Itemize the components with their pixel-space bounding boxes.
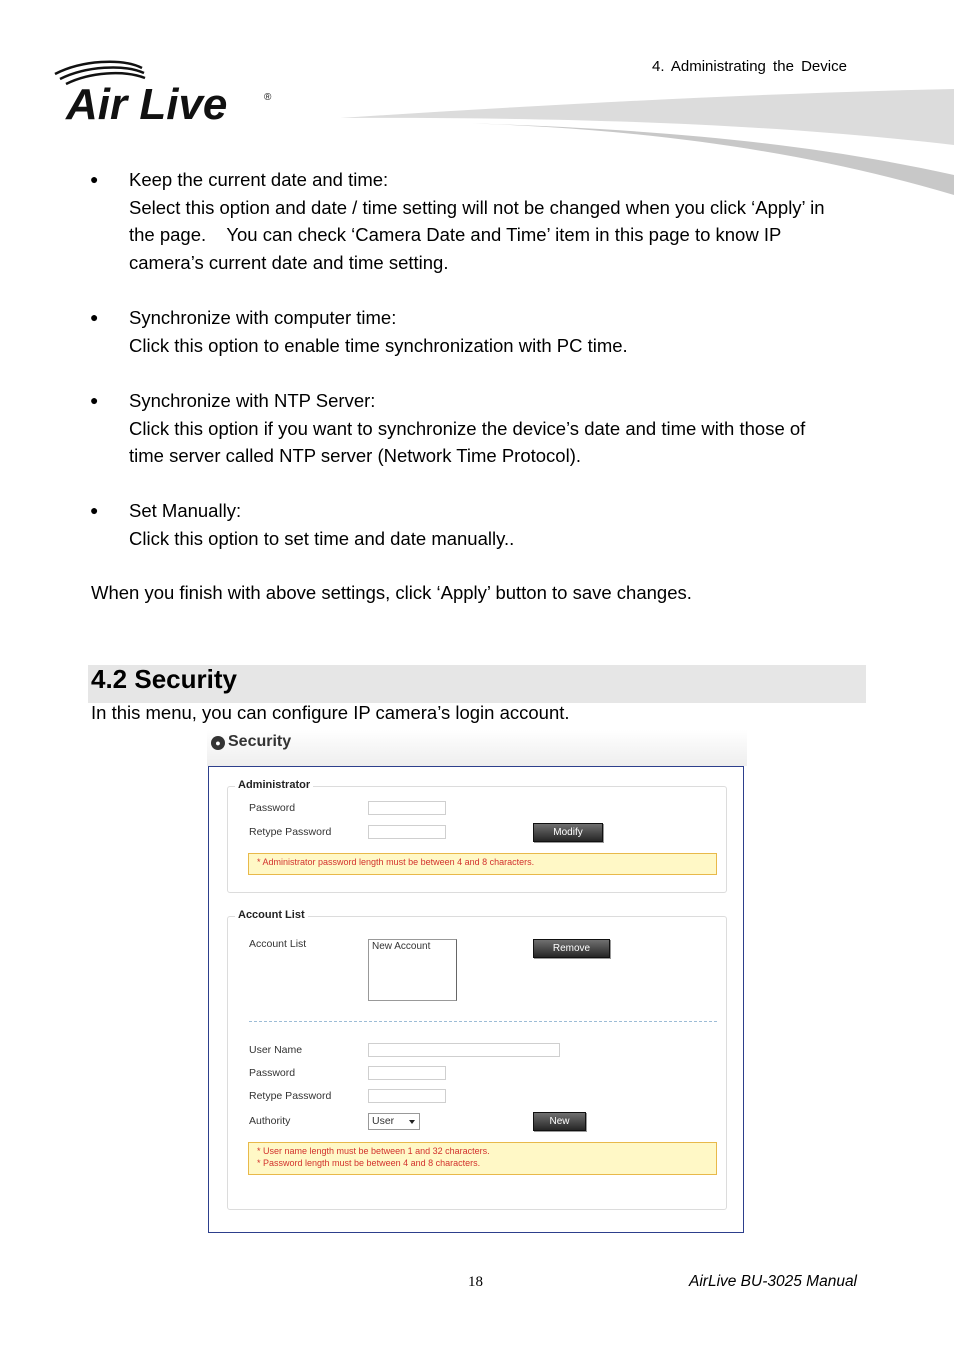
- bullet-title: Keep the current date and time:: [129, 169, 389, 190]
- section-title: 4.2 Security: [91, 664, 237, 694]
- user-retype-password-input[interactable]: [368, 1089, 446, 1103]
- authority-selected-value: User: [372, 1115, 395, 1127]
- admin-retype-password-input[interactable]: [368, 825, 446, 839]
- account-list-legend: Account List: [235, 909, 308, 921]
- bullet-dot: ●: [90, 171, 99, 187]
- note-text: * User name length must be between 1 and 32 characters.: [257, 1146, 490, 1156]
- chapter-header: 4. Administrating the Device: [652, 58, 847, 75]
- note-text: * Administrator password length must be between 4 and 8 characters.: [257, 857, 535, 867]
- admin-password-input[interactable]: [368, 801, 446, 815]
- bullet-line: camera’s current date and time setting.: [129, 251, 449, 273]
- account-list-item[interactable]: New Account: [372, 941, 431, 952]
- bullet-line: Click this option to enable time synchronization with PC time.: [129, 334, 628, 356]
- bullet-line: Click this option to set time and date manually..: [129, 527, 515, 549]
- note-text: * Password length must be between 4 and 8 characters.: [257, 1157, 481, 1168]
- user-name-label: User Name: [249, 1044, 303, 1056]
- admin-password-note: [248, 853, 717, 875]
- bullet-title: Synchronize with NTP Server:: [129, 390, 376, 411]
- authority-select[interactable]: [368, 1113, 420, 1130]
- bullet-dot: ●: [90, 392, 99, 408]
- security-icon: ●: [211, 736, 225, 750]
- user-retype-password-label: Retype Password: [249, 1090, 332, 1102]
- page-number: 18: [468, 1274, 483, 1290]
- bullet-line: the page. You can check ‘Camera Date and Time’ item in this page to know IP: [129, 224, 782, 245]
- bullet-line: Select this option and date / time setting will not be changed when you click ‘Apply’ in: [129, 196, 825, 218]
- bullet-title: Synchronize with computer time:: [129, 307, 397, 328]
- bullet-keep-current: [90, 166, 870, 276]
- authority-label: Authority: [249, 1115, 291, 1127]
- administrator-legend: Administrator: [235, 779, 313, 791]
- logo-wordmark: Air Live: [66, 80, 228, 129]
- user-password-label: Password: [249, 1067, 296, 1079]
- admin-password-label: Password: [249, 802, 296, 814]
- divider: [249, 1021, 717, 1022]
- administrator-fieldset: [227, 786, 727, 893]
- security-panel-title: Security: [228, 733, 292, 750]
- account-list-label: Account List: [249, 938, 307, 950]
- user-password-input[interactable]: [368, 1066, 446, 1080]
- airlive-logo: [52, 60, 282, 130]
- bullet-line: Click this option if you want to synchronize the device’s date and time with those of: [129, 417, 806, 439]
- account-listbox[interactable]: [368, 939, 457, 1001]
- admin-retype-password-label: Retype Password: [249, 826, 332, 838]
- chevron-down-icon: [409, 1120, 415, 1124]
- bullet-dot: ●: [90, 309, 99, 325]
- bullet-sync-computer: [90, 304, 870, 359]
- new-button[interactable]: New: [533, 1112, 586, 1131]
- modify-button[interactable]: Modify: [533, 823, 603, 842]
- user-name-input[interactable]: [368, 1043, 560, 1057]
- section-intro: In this menu, you can configure IP camera’s login account.: [91, 702, 570, 723]
- bullet-line: time server called NTP server (Network Time Protocol).: [129, 445, 581, 466]
- manual-title: AirLive BU-3025 Manual: [689, 1273, 858, 1290]
- remove-button[interactable]: Remove: [533, 939, 610, 958]
- bullet-dot: ●: [90, 502, 99, 518]
- bullet-title: Set Manually:: [129, 500, 242, 521]
- bullet-set-manually: [90, 497, 870, 552]
- account-notes: [248, 1142, 717, 1175]
- logo-registered-mark: ®: [264, 92, 272, 103]
- finish-paragraph: When you finish with above settings, click ‘Apply’ button to save changes.: [91, 582, 692, 603]
- bullet-sync-ntp: [90, 387, 870, 470]
